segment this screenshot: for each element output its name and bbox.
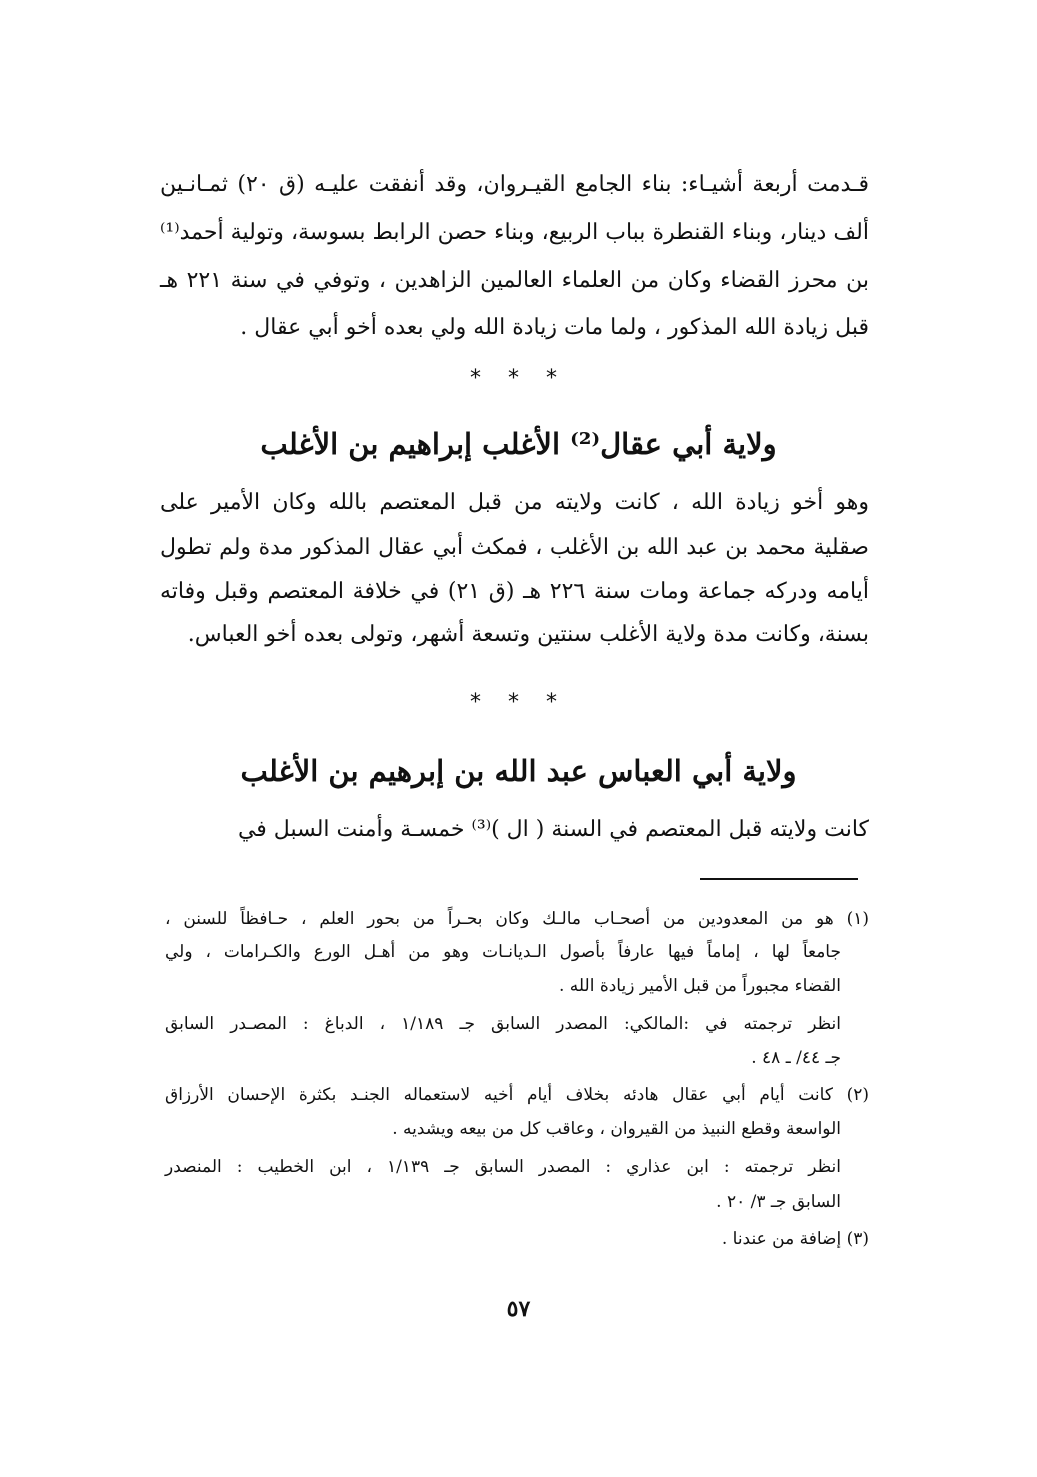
footnote-line: الواسعة وقطع النبيذ من القيروان ، وعاقب كل من بيعه ويشديه . xyxy=(392,1119,841,1139)
section-heading: ولاية أبي العباس عبد الله بن إبرهيم بن الأغلب xyxy=(240,754,797,788)
footnote-line: جـ ٤٤/ ـ ٤٨ . xyxy=(751,1048,841,1068)
section-heading: ولاية أبي عقال⁽²⁾ الأغلب إبراهيم بن الأغلب xyxy=(260,427,777,461)
page-number: ٥٧ xyxy=(506,1296,531,1322)
section-separator: * * * xyxy=(470,366,567,391)
paragraph-line: قـدمت أربعة أشيـاء: بناء الجامع القيـروان، وقد أنفقت عليـه (ق ٢٠) ثمـانـين xyxy=(160,172,869,197)
paragraph-line: بسنة، وكانت مدة ولاية الأغلب سنتين وتسعة أشهر، وتولى بعده أخو العباس. xyxy=(187,622,869,647)
footnote-line: انظر ترجمته في :المالكي: المصدر السابق جـ ١/١٨٩ ، الدباغ : المصـدر السابق xyxy=(165,1014,842,1034)
paragraph-line: أيامه ودركه جماعة ومات سنة ٢٢٦ هـ (ق ٢١) في خلافة المعتصم وقبل وفاته xyxy=(160,579,869,604)
paragraph-line: ألف دينار، وبناء القنطرة بباب الربيع، وبناء حصن الرابط بسوسة، وتولية أحمد⁽¹⁾ xyxy=(160,220,869,245)
footnote-line: جامعاً لها ، إماماً فيها عارفاً بأصول الـديانـات وهو من أهـل الورع والكـرامات ، ولي xyxy=(165,942,841,962)
footnote-line: انظر ترجمته : ابن عذاري : المصدر السابق جـ ١/١٣٩ ، ابن الخطيب : المنصدر xyxy=(165,1157,842,1177)
footnote-line: (١) هو من المعدودين من أصحـاب مالـك وكان بحـراً من بحور العلم ، حـافظاً للسنن ، xyxy=(165,909,869,929)
footnote-line: (٣) إضافة من عندنا . xyxy=(721,1229,869,1249)
footnote-line: القضاء مجبوراً من قبل الأمير زيادة الله . xyxy=(558,976,841,996)
paragraph-line: كانت ولايته قبل المعتصم في السنة ( ال )⁽³⁾ خمسـة وأمنت السبل في xyxy=(237,817,869,842)
footnote-divider xyxy=(700,878,858,880)
footnote-line: (٢) كانت أيام أبي عقال هادئه بخلاف أيام أخيه لاستعماله الجنـد بكثرة الإحسان الأرزاق xyxy=(165,1085,869,1105)
paragraph-line: بن محرز القضاء وكان من العلماء العالمين الزاهدين ، وتوفي في سنة ٢٢١ هـ xyxy=(160,268,869,293)
paragraph-line: قبل زيادة الله المذكور ، ولما مات زيادة الله ولي بعده أخو أبي عقال . xyxy=(240,315,869,340)
paragraph-line: وهو أخو زيادة الله ، كانت ولايته من قبل المعتصم بالله وكان الأمير على xyxy=(160,490,869,515)
footnote-line: السابق جـ ٣/ ٢٠ . xyxy=(716,1192,841,1212)
paragraph-line: صقلية محمد بن عبد الله بن الأغلب ، فمكث أبي عقال المذكور مدة ولم تطول xyxy=(160,535,869,560)
section-separator: * * * xyxy=(470,690,567,715)
